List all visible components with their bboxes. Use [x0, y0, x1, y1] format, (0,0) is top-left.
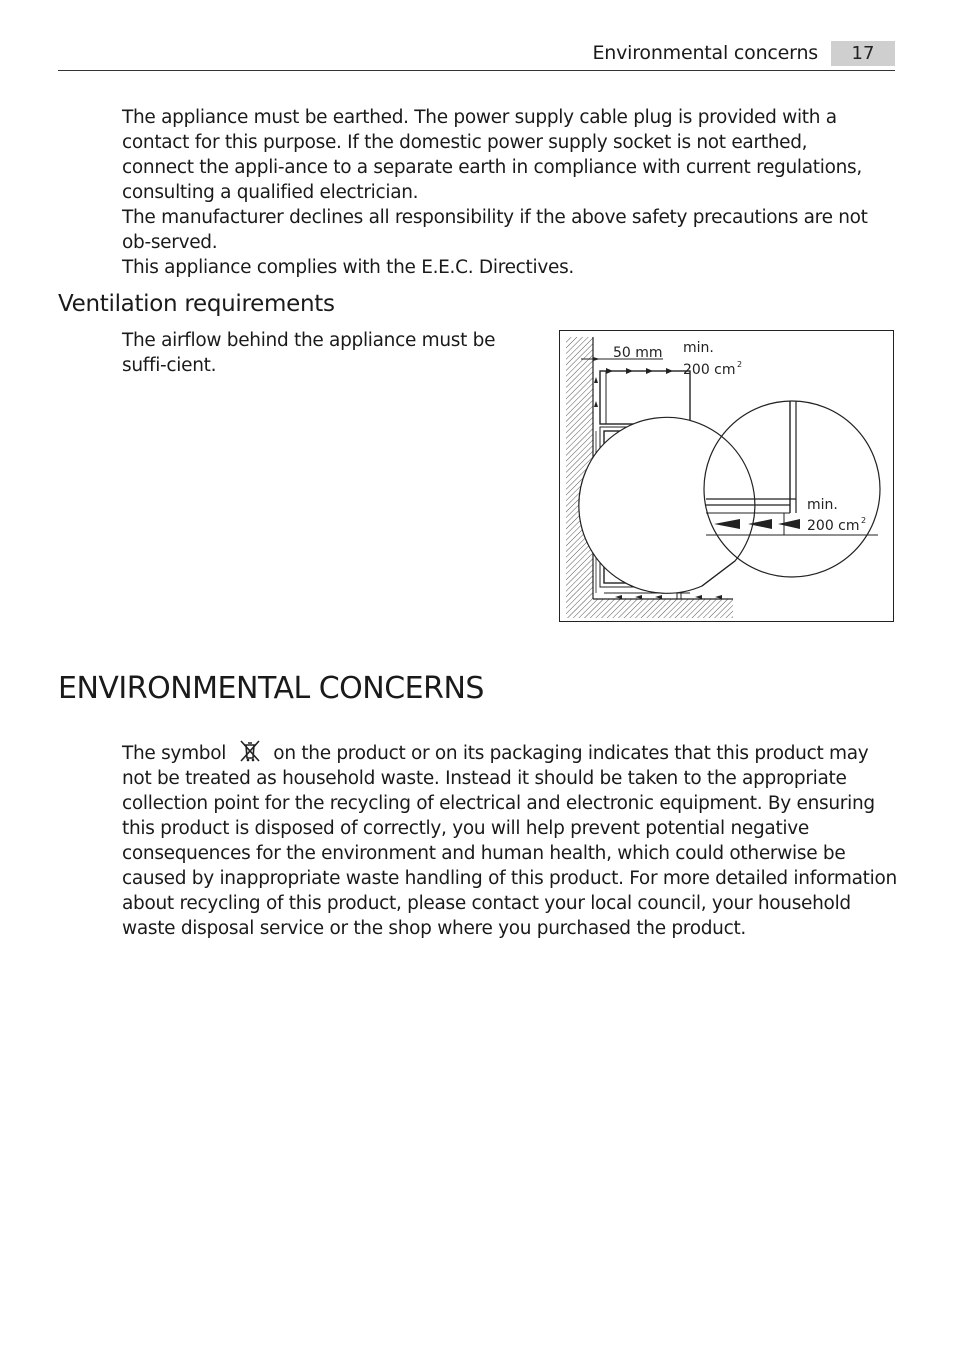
ventilation-diagram-drawing	[560, 331, 895, 623]
environmental-paragraph	[122, 739, 898, 941]
earthing-paragraph-1: The appliance must be earthed. The power supply cable plug is provided with a contact for this purpose. If the domestic power supply socket is not earthed, connect the appli-ance to a separate earth in compliance with current regulations, consulting a qualified electrician.	[122, 107, 862, 203]
environmental-heading: ENVIRONMENTAL CONCERNS	[58, 671, 484, 706]
gap-label: 50 mm	[613, 345, 663, 361]
bottom-area-label: 200 cm	[807, 518, 860, 534]
crossed-out-wheelie-bin-icon	[238, 739, 262, 763]
header-section-title: Environmental concerns	[592, 42, 818, 64]
earthing-section	[122, 105, 882, 280]
page-number: 17	[831, 41, 895, 66]
ventilation-text: The airflow behind the appliance must be suffi-cient.	[122, 330, 496, 376]
environmental-text-rest: on the product or on its packaging indicates that this product may not be treated as household waste. Instead it should be taken to the appropriate collection point for the recycling of electrical and electronic equipment. By ensuring this product is disposed of correctly, you will help prevent potential negative consequences for the environment and human health, which could otherwise be caused by inappropriate waste handling of this product. For more detailed information about recycling of this product, please contact your local council, your household waste disposal service or the shop where you purchased the product.	[122, 743, 897, 939]
ventilation-diagram	[559, 330, 894, 622]
top-area-superscript: 2	[737, 360, 743, 369]
header-divider	[58, 70, 895, 71]
ventilation-heading: Ventilation requirements	[58, 291, 335, 317]
top-area-label: 200 cm	[683, 362, 736, 378]
bottom-area-superscript: 2	[861, 516, 867, 525]
upper-cabinet	[600, 371, 690, 424]
environmental-text-start: The symbol	[122, 743, 227, 764]
bottom-min-label: min.	[807, 497, 838, 513]
floor-hatch	[593, 599, 733, 618]
earthing-paragraph-2: The manufacturer declines all responsibility if the above safety precautions are not ob-served.	[122, 207, 868, 253]
earthing-paragraph-3: This appliance complies with the E.E.C. Directives.	[122, 257, 574, 278]
top-min-label: min.	[683, 340, 714, 356]
